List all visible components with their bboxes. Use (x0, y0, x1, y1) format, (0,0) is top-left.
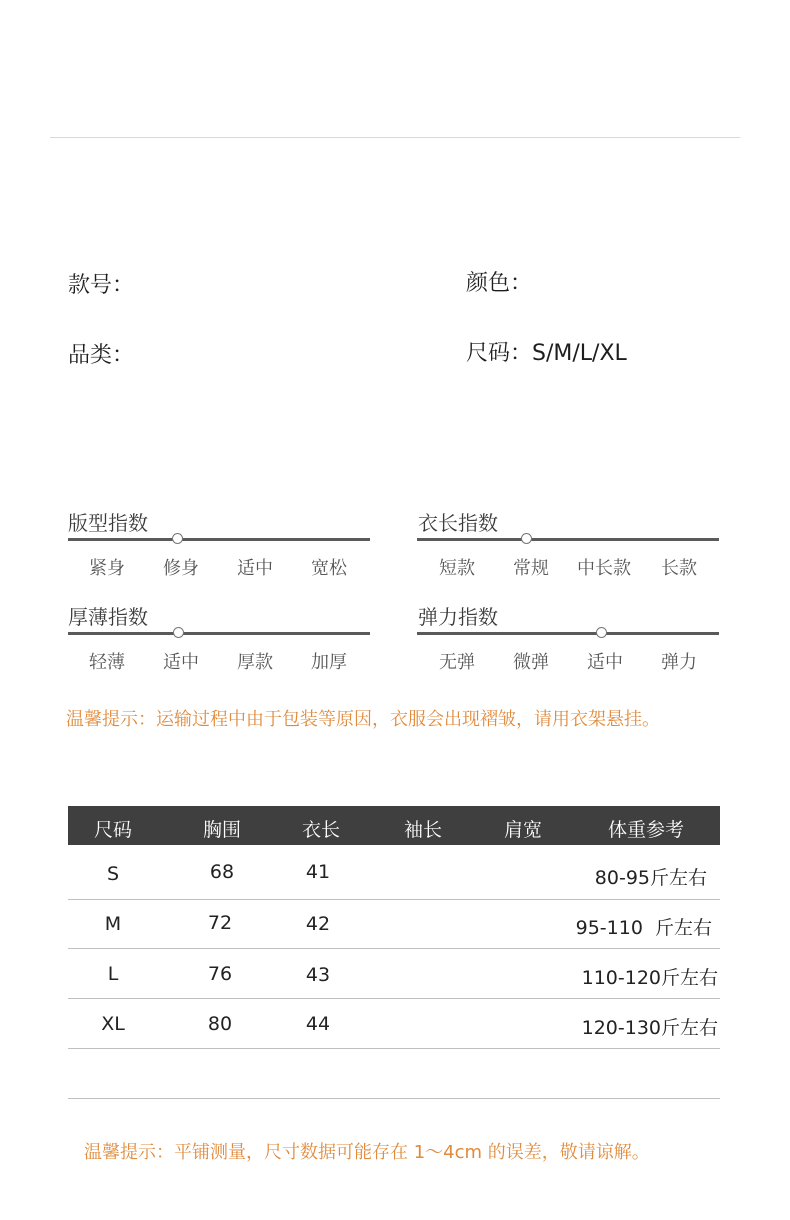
size-table-header (68, 806, 720, 845)
table-cell-chest: 72 (207, 912, 233, 934)
table-cell-size: S (106, 863, 120, 885)
thickness-option: 适中 (163, 652, 199, 673)
elasticity-option: 弹力 (661, 652, 697, 673)
table-cell-weight: 80-95斤左右 (594, 867, 707, 889)
table-row-divider (68, 948, 720, 949)
fit-option: 适中 (237, 558, 273, 579)
length-index-marker (521, 533, 532, 544)
top-divider (50, 137, 740, 138)
length-option: 短款 (439, 558, 475, 579)
table-cell-weight: 110-120斤左右 (581, 967, 718, 989)
table-row-divider (68, 1048, 720, 1049)
style-number-label: 款号： (68, 273, 135, 298)
elasticity-option: 微弹 (513, 652, 549, 673)
color-label: 颜色： (466, 271, 533, 296)
packaging-tip: 温馨提示：运输过程中由于包装等原因，衣服会出现褶皱，请用衣架悬挂。 (66, 709, 660, 730)
elasticity-index-marker (596, 627, 607, 638)
table-cell-weight: 95-110 斤左右 (575, 917, 712, 939)
table-cell-length: 42 (305, 913, 331, 935)
fit-option: 宽松 (311, 558, 347, 579)
elasticity-index-track (417, 632, 719, 635)
header-shoulder: 肩宽 (503, 819, 542, 841)
table-bottom-divider (68, 1098, 720, 1099)
category-label: 品类： (68, 343, 135, 368)
table-row-divider (68, 998, 720, 999)
fit-option: 紧身 (89, 558, 125, 579)
elasticity-option: 适中 (587, 652, 623, 673)
table-cell-size: XL (101, 1013, 125, 1035)
header-sleeve: 袖长 (403, 819, 442, 841)
length-index-title: 衣长指数 (418, 511, 498, 535)
thickness-option: 轻薄 (89, 652, 125, 673)
header-size: 尺码 (93, 819, 132, 841)
elasticity-option: 无弹 (439, 652, 475, 673)
length-option: 中长款 (577, 558, 631, 579)
table-cell-chest: 80 (207, 1013, 233, 1035)
thickness-index-title: 厚薄指数 (68, 605, 148, 629)
fit-index-title: 版型指数 (68, 511, 148, 535)
table-cell-size: M (104, 913, 122, 935)
table-cell-size: L (107, 963, 119, 985)
length-option: 常规 (513, 558, 549, 579)
length-index-track (417, 538, 719, 541)
table-cell-length: 44 (305, 1013, 331, 1035)
thickness-option: 加厚 (311, 652, 347, 673)
header-weight: 体重参考 (607, 819, 684, 841)
table-cell-length: 43 (305, 964, 331, 986)
table-cell-weight: 120-130斤左右 (581, 1017, 718, 1039)
header-chest: 胸围 (202, 819, 241, 841)
thickness-option: 厚款 (237, 652, 273, 673)
table-cell-chest: 68 (209, 861, 235, 883)
table-row-divider (68, 899, 720, 900)
table-cell-length: 41 (305, 861, 331, 883)
thickness-index-track (68, 632, 370, 635)
elasticity-index-title: 弹力指数 (418, 605, 498, 629)
header-length: 衣长 (301, 819, 340, 841)
size-label: 尺码：S/M/L/XL (466, 341, 627, 366)
fit-index-marker (172, 533, 183, 544)
fit-index-track (68, 538, 370, 541)
fit-option: 修身 (163, 558, 199, 579)
length-option: 长款 (661, 558, 697, 579)
thickness-index-marker (173, 627, 184, 638)
table-cell-chest: 76 (207, 963, 233, 985)
measurement-tip: 温馨提示：平铺测量，尺寸数据可能存在 1～4cm 的误差，敬请谅解。 (84, 1142, 650, 1163)
